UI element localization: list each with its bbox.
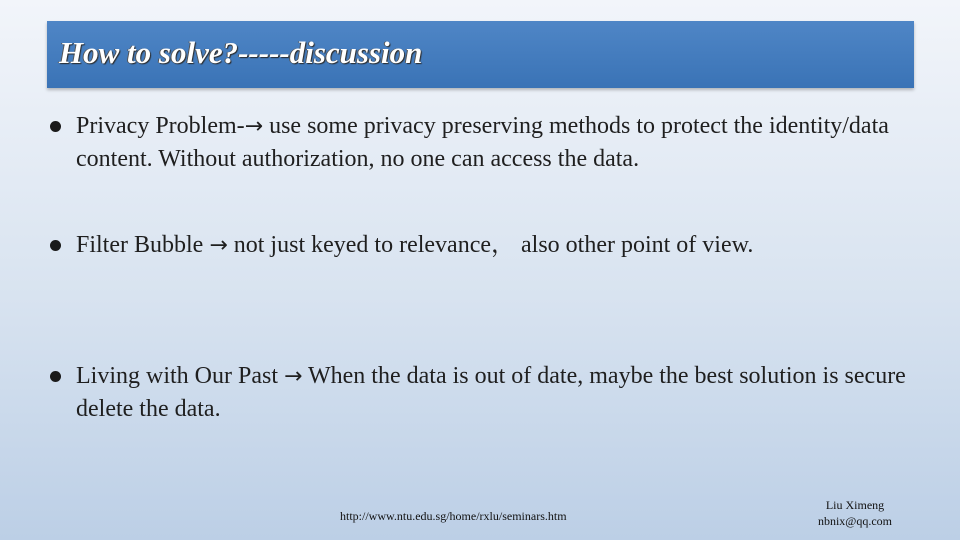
footer-url[interactable]: http://www.ntu.edu.sg/home/rxlu/seminars.htm: [340, 509, 567, 523]
right-arrow-icon: →: [244, 114, 264, 139]
bullet-text: [76, 360, 926, 425]
bullet-body: use some privacy preserving methods to protect the identity/data content. Without authorization, no one can access the data.: [76, 113, 889, 172]
bullet-text: [76, 229, 926, 262]
slide-title: How to solve?-----discussion: [59, 35, 423, 70]
right-arrow-icon: →: [284, 364, 303, 389]
right-arrow-icon: →: [209, 233, 228, 258]
bullet-body: not just keyed to relevance， also other point of view.: [227, 232, 754, 258]
bullet-text: [76, 110, 926, 175]
bullet-term: Filter Bubble: [76, 232, 210, 258]
bullet-dot-icon: [50, 121, 61, 132]
bullet-dot-icon: [50, 240, 61, 251]
footer-author: [800, 497, 910, 529]
author-email: nbnix@qq.com: [817, 514, 893, 528]
bullet-term: Privacy Problem-: [76, 113, 245, 139]
bullet-body: When the data is out of date, maybe the best solution is secure delete the data.: [76, 363, 906, 422]
author-name: Liu Ximeng: [825, 498, 885, 512]
title-bar: [47, 21, 914, 88]
bullet-term: Living with Our Past: [76, 363, 284, 389]
bullet-dot-icon: [50, 371, 61, 382]
